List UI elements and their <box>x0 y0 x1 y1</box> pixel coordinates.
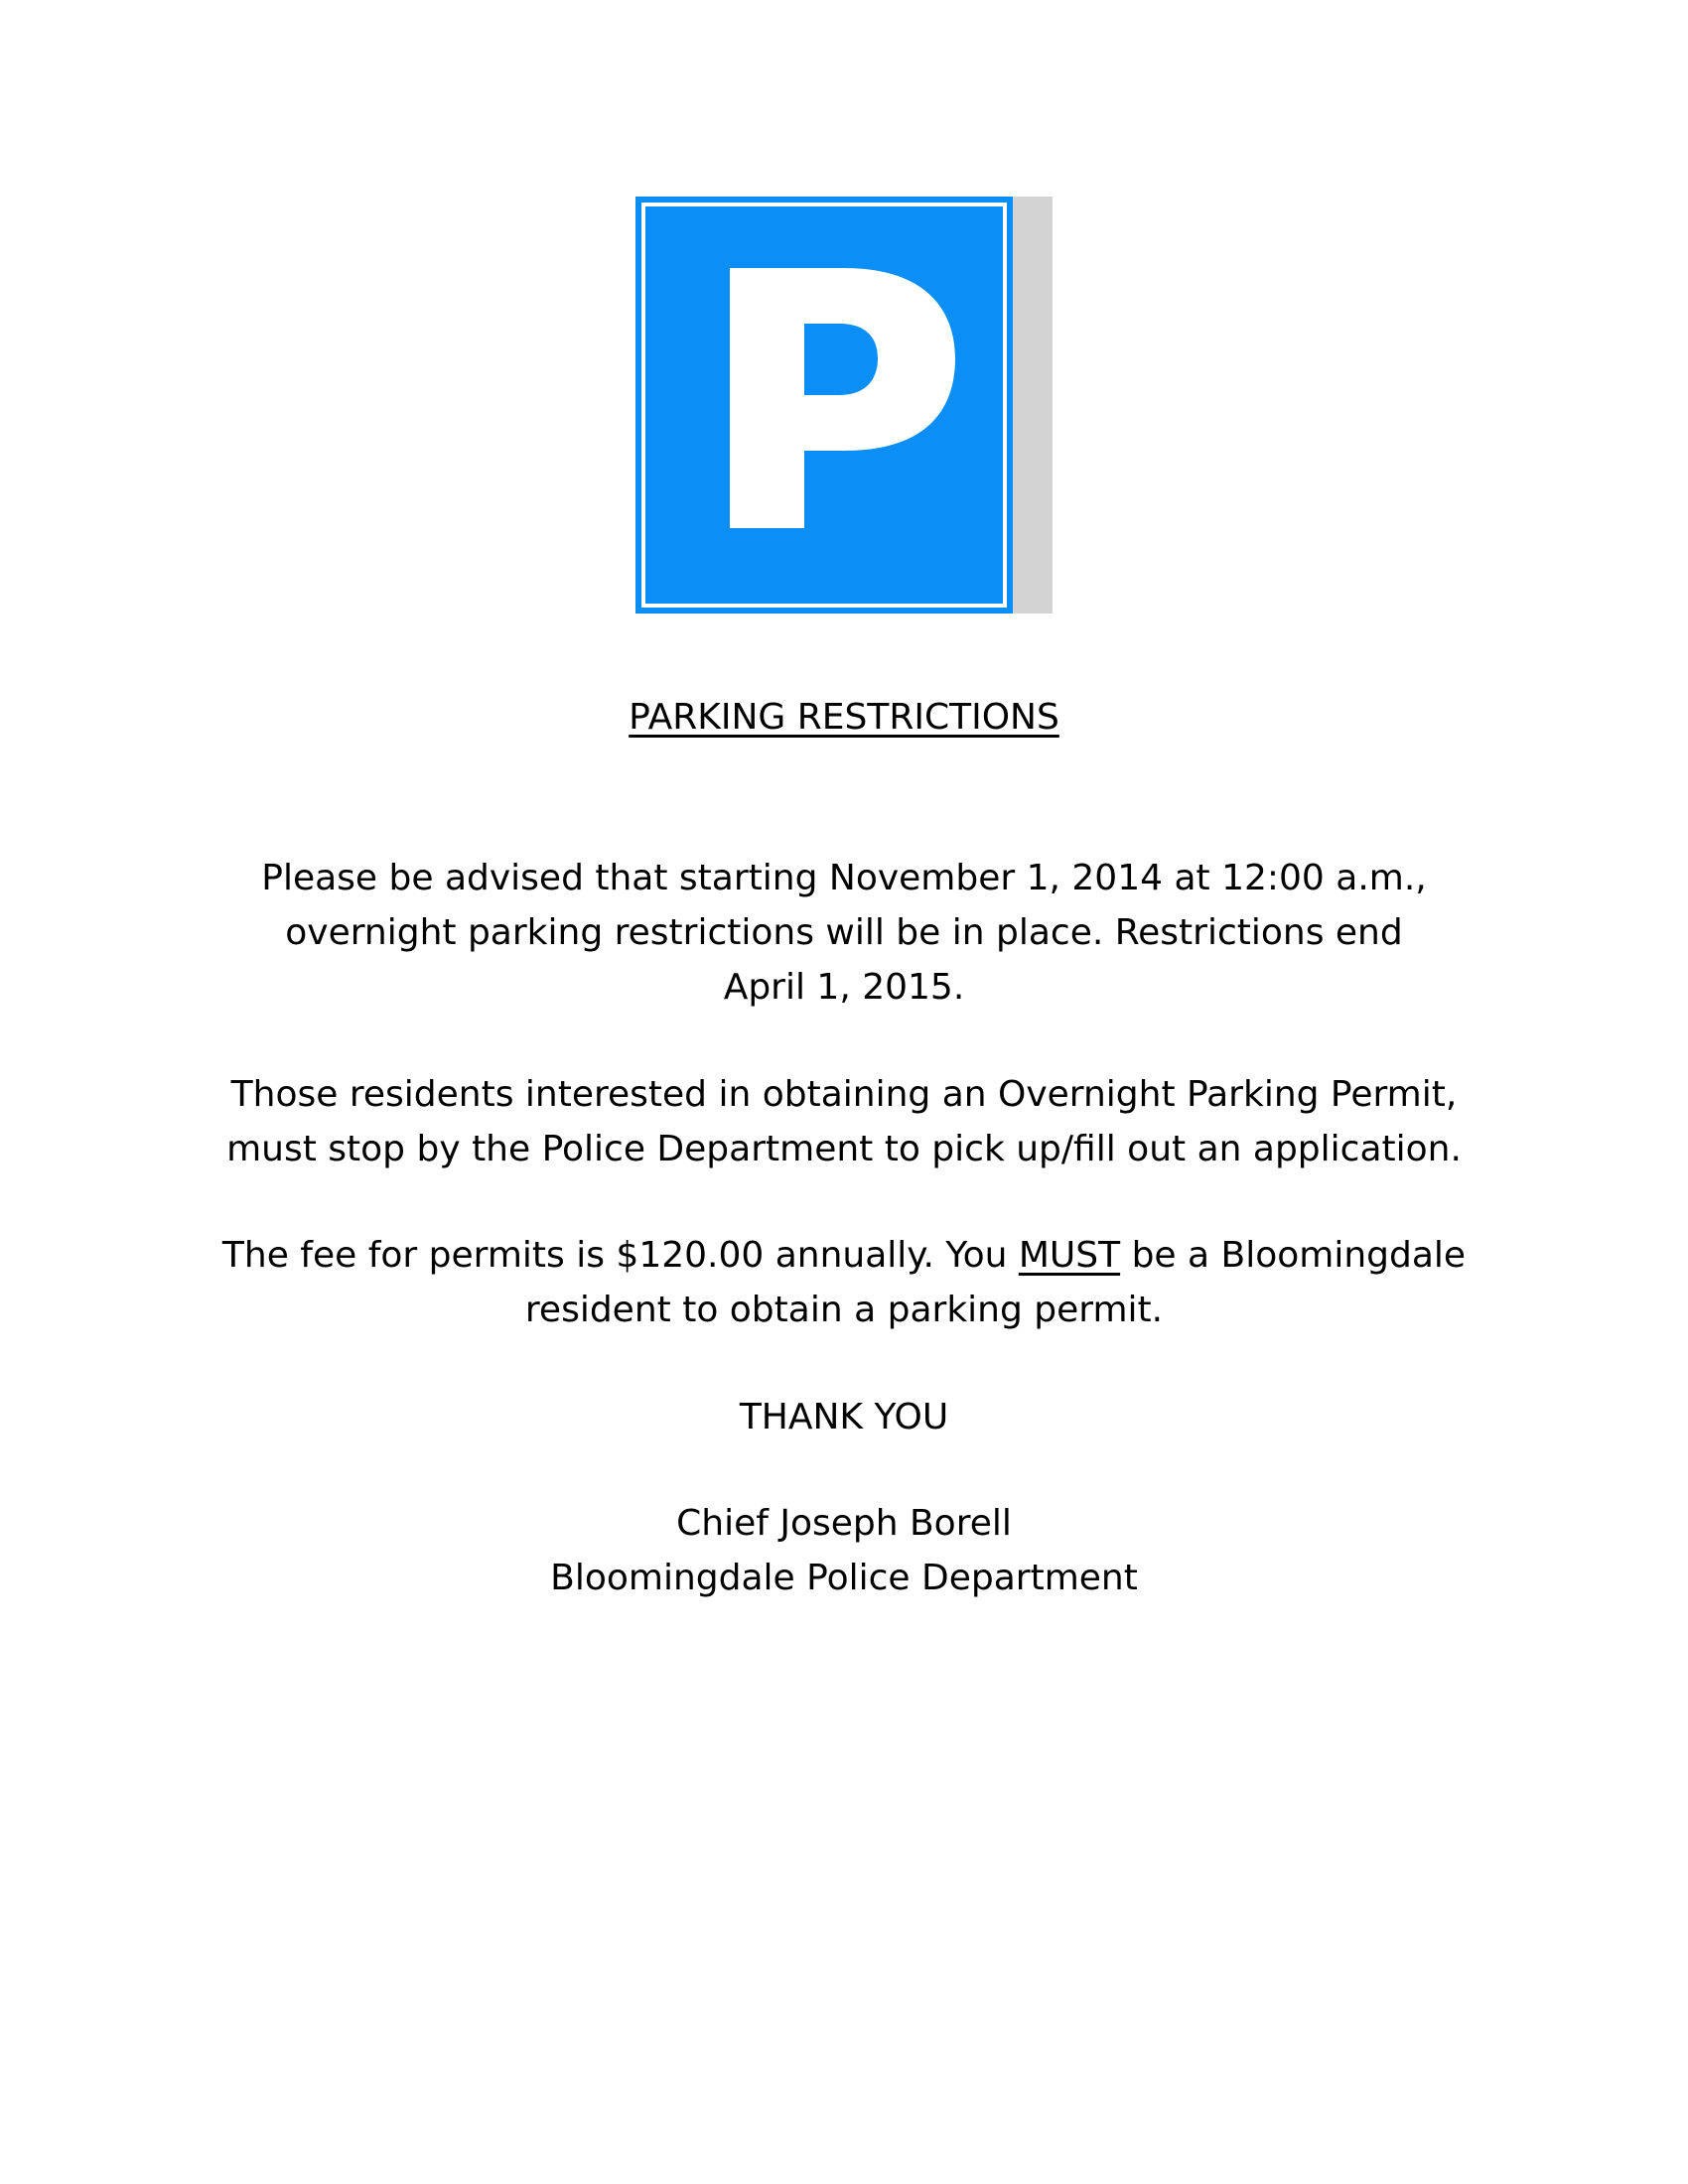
page-title: PARKING RESTRICTIONS <box>629 697 1059 738</box>
restriction-dates-paragraph <box>149 851 1539 1015</box>
parking-sign-icon <box>635 197 1053 614</box>
residency-text: be a Bloomingdale <box>1120 1235 1467 1276</box>
closing-text: THANK YOU <box>739 1397 949 1437</box>
signature-block <box>149 1496 1539 1605</box>
must-emphasis: MUST <box>1018 1235 1121 1276</box>
paragraph-line: Those residents interested in obtaining an Overnight Parking Permit, <box>230 1074 1458 1115</box>
paragraph-line: resident to obtain a parking permit. <box>524 1290 1164 1330</box>
signature-department: Bloomingdale Police Department <box>550 1558 1138 1598</box>
paragraph-line: Please be advised that starting November 1, 2014 at 12:00 a.m., <box>261 858 1427 898</box>
signature-name: Chief Joseph Borell <box>676 1503 1012 1544</box>
paragraph-line <box>149 1228 1539 1283</box>
permit-application-paragraph <box>149 1067 1539 1176</box>
fee-text: The fee for permits is $120.00 annually. You <box>221 1235 1019 1276</box>
paragraph-line: must stop by the Police Department to pick up/fill out an application. <box>226 1129 1462 1169</box>
permit-fee-paragraph <box>149 1228 1539 1337</box>
paragraph-line: April 1, 2015. <box>723 967 965 1008</box>
paragraph-line: overnight parking restrictions will be in place. Restrictions end <box>285 912 1403 953</box>
